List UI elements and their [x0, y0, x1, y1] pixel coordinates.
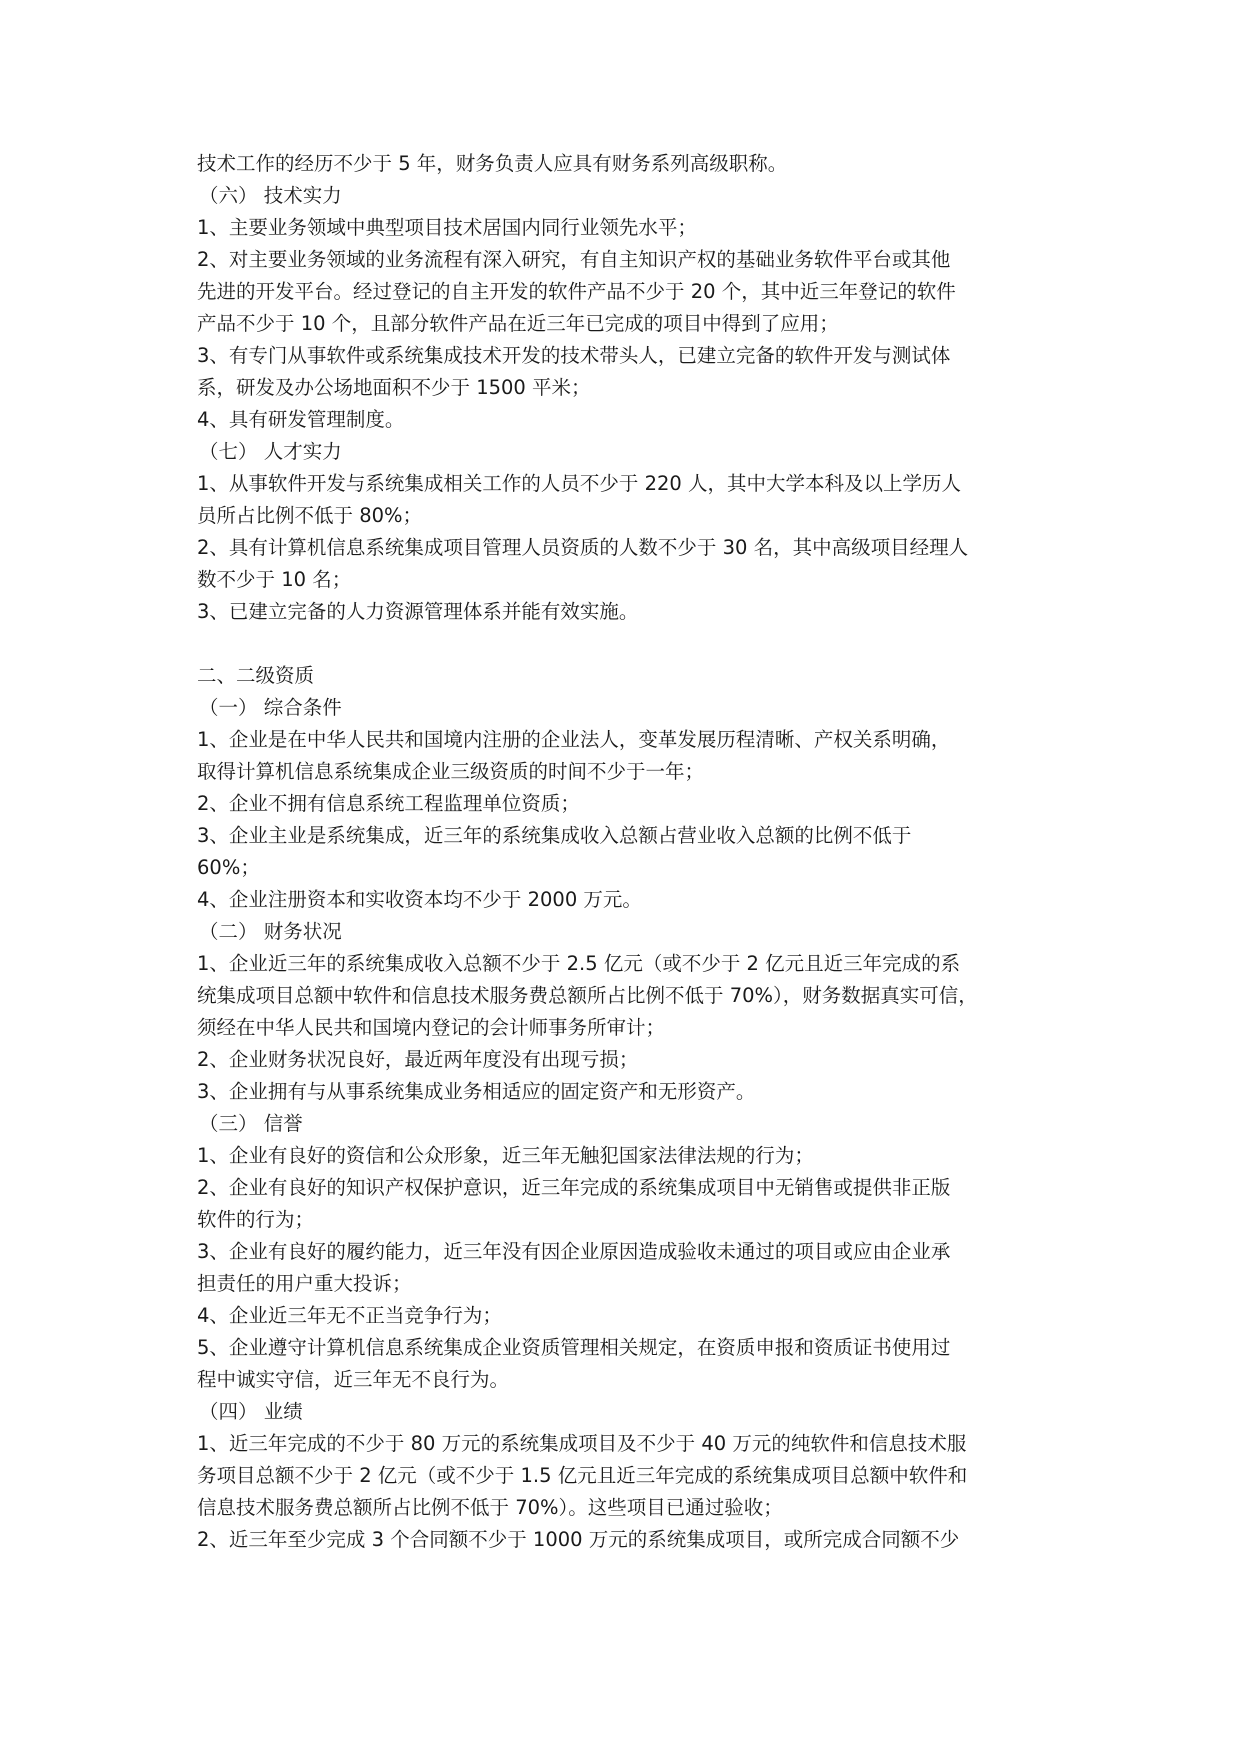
text-line: 3、有专门从事软件或系统集成技术开发的技术带头人，已建立完备的软件开发与测试体: [197, 344, 951, 367]
text-line: 1、从事软件开发与系统集成相关工作的人员不少于 220 人，其中大学本科及以上学历人: [197, 472, 962, 495]
text-line: 统集成项目总额中软件和信息技术服务费总额所占比例不低于 70%），财务数据真实可信，: [197, 984, 978, 1007]
text-line: 先进的开发平台。经过登记的自主开发的软件产品不少于 20 个，其中近三年登记的软件: [197, 280, 956, 303]
text-line: 1、企业是在中华人民共和国境内注册的企业法人，变革发展历程清晰、产权关系明确，: [197, 728, 951, 751]
text-line: 2、对主要业务领域的业务流程有深入研究，有自主知识产权的基础业务软件平台或其他: [197, 248, 951, 271]
text-line: 1、主要业务领域中典型项目技术居国内同行业领先水平；: [197, 216, 697, 239]
text-line: 员所占比例不低于 80%；: [197, 504, 423, 527]
text-line: 4、企业注册资本和实收资本均不少于 2000 万元。: [197, 888, 642, 911]
text-line: 软件的行为；: [197, 1208, 315, 1231]
text-line: 2、企业有良好的知识产权保护意识，近三年完成的系统集成项目中无销售或提供非正版: [197, 1176, 951, 1199]
text-line: 2、企业不拥有信息系统工程监理单位资质；: [197, 792, 580, 815]
text-line: 担责任的用户重大投诉；: [197, 1272, 412, 1295]
text-line: 2、具有计算机信息系统集成项目管理人员资质的人数不少于 30 名，其中高级项目经理人: [197, 536, 969, 559]
text-line: 3、已建立完备的人力资源管理体系并能有效实施。: [197, 600, 639, 623]
text-line: 技术工作的经历不少于 5 年，财务负责人应具有财务系列高级职称。: [197, 152, 788, 175]
text-line: 2、企业财务状况良好，最近两年度没有出现亏损；: [197, 1048, 639, 1071]
text-line: 4、具有研发管理制度。: [197, 408, 405, 431]
text-line: 1、企业有良好的资信和公众形象，近三年无触犯国家法律法规的行为；: [197, 1144, 814, 1167]
text-line: 3、企业有良好的履约能力，近三年没有因企业原因造成验收未通过的项目或应由企业承: [197, 1240, 951, 1263]
text-line: 程中诚实守信，近三年无不良行为。: [197, 1368, 510, 1391]
text-line: 取得计算机信息系统集成企业三级资质的时间不少于一年；: [197, 760, 705, 783]
section-heading: （三） 信誉: [199, 1112, 303, 1135]
text-line: 数不少于 10 名；: [197, 568, 352, 591]
section-heading: （四） 业绩: [199, 1400, 303, 1423]
chapter-heading: 二、二级资质: [197, 664, 315, 687]
text-line: 务项目总额不少于 2 亿元（或不少于 1.5 亿元且近三年完成的系统集成项目总额中软件和: [197, 1464, 968, 1487]
text-line: 4、企业近三年无不正当竞争行为；: [197, 1304, 502, 1327]
section-heading: （六） 技术实力: [199, 184, 342, 207]
text-line: 3、企业拥有与从事系统集成业务相适应的固定资产和无形资产。: [197, 1080, 756, 1103]
section-heading: （二） 财务状况: [199, 920, 342, 943]
text-line: 2、近三年至少完成 3 个合同额不少于 1000 万元的系统集成项目，或所完成合同额不少: [197, 1528, 960, 1551]
section-heading: （一） 综合条件: [199, 696, 342, 719]
text-line: 信息技术服务费总额所占比例不低于 70%）。这些项目已通过验收；: [197, 1496, 783, 1519]
document-body: [197, 148, 1057, 1556]
text-line: 1、近三年完成的不少于 80 万元的系统集成项目及不少于 40 万元的纯软件和信息技术服: [197, 1432, 967, 1455]
text-line: 产品不少于 10 个，且部分软件产品在近三年已完成的项目中得到了应用；: [197, 312, 839, 335]
text-line: 5、企业遵守计算机信息系统集成企业资质管理相关规定，在资质申报和资质证书使用过: [197, 1336, 951, 1359]
text-line: 须经在中华人民共和国境内登记的会计师事务所审计；: [197, 1016, 666, 1039]
text-line: 60%；: [197, 856, 260, 879]
text-line: 1、企业近三年的系统集成收入总额不少于 2.5 亿元（或不少于 2 亿元且近三年完成的系: [197, 952, 961, 975]
section-heading: （七） 人才实力: [199, 440, 342, 463]
blank-line: [197, 628, 1057, 660]
text-line: 系，研发及办公场地面积不少于 1500 平米；: [197, 376, 591, 399]
text-line: 3、企业主业是系统集成，近三年的系统集成收入总额占营业收入总额的比例不低于: [197, 824, 912, 847]
